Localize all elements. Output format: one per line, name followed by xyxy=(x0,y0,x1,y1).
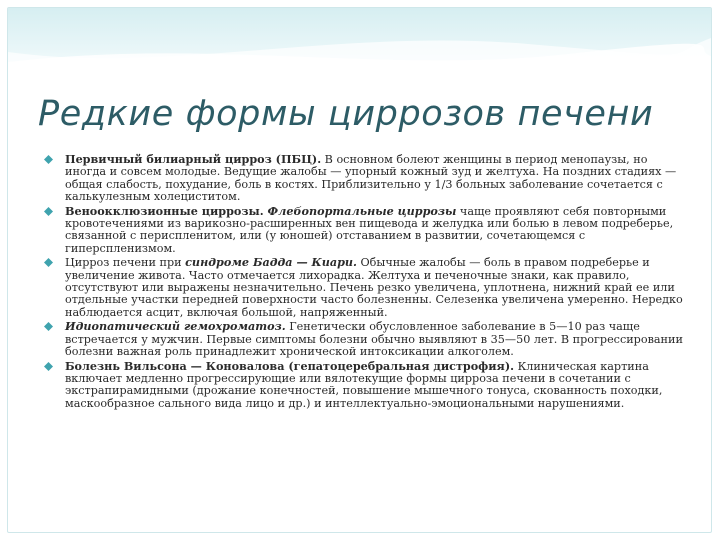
item-text: Обычные жалобы — боль в правом подреберье и увеличение живота. Часто отмечается лихорадка. Желтуха и печеночные знаки, как правило, отсутствуют или выражены незначительно. Печень резко увеличена, уплотнена, нижний край ее или отдельные участки передней поверхности часто болезненны. Селезенка увеличена умеренно. Нередко наблюдается асцит, включая большой, напряженный. xyxy=(65,256,683,319)
header-banner xyxy=(8,8,711,74)
item-heading: Первичный билиарный цирроз (ПБЦ). xyxy=(65,152,322,166)
bullet-diamond-icon xyxy=(44,322,53,331)
list-item xyxy=(42,256,684,318)
slide-title: Редкие формы циррозов печени xyxy=(38,94,654,134)
list-item xyxy=(42,205,684,255)
bullet-diamond-icon xyxy=(44,207,53,216)
item-prefix: Цирроз печени при xyxy=(65,256,186,270)
list-item xyxy=(42,153,684,203)
item-heading-italic: Идиопатический гемохроматоз. xyxy=(65,319,286,334)
item-text: В основном болеют женщины в период менопаузы, но иногда и совсем молодые. Ведущие жалобы — упорный кожный зуд и желтуха. На поздних стадиях — общая слабость, похудание, боль в костях. Приблизительно у 1/3 больных заболевание сочетается с калькулезным холециститом. xyxy=(65,153,677,203)
wave-decoration xyxy=(8,8,711,74)
bullet-diamond-icon xyxy=(44,258,53,267)
bullet-list xyxy=(42,153,684,411)
item-heading: Болезнь Вильсона — Коновалова (гепатоцеребральная дистрофия). xyxy=(65,358,515,373)
list-item xyxy=(42,320,684,358)
bullet-diamond-icon xyxy=(44,155,53,164)
item-text: чаще проявляют себя повторными кровотечениями из варикозно-расширенных вен пищевода и желудка или болью в левом подреберье, связанной с периспленитом, или (у юношей) отставанием в развитии, сочетающемся с гиперспленизмом. xyxy=(65,204,674,255)
item-text: Генетически обусловленное заболевание в 5—10 раз чаще встречается у мужчин. Первые симптомы болезни обычно выявляют в 35—50 лет. В прогрессировании болезни важная роль принадлежит хронической интоксикации алкоголем. xyxy=(65,320,683,358)
item-heading: Веноокклюзионные циррозы. xyxy=(65,203,264,218)
bullet-diamond-icon xyxy=(44,362,53,371)
item-heading-italic: Флебопортальные циррозы xyxy=(263,203,457,218)
list-item xyxy=(42,360,684,410)
item-heading-italic: синдроме Бадда — Киари. xyxy=(185,255,357,270)
item-text: Клиническая картина включает медленно прогрессирующие или вялотекущие формы цирроза печени в сочетании с экстрапирамидными (дрожание конечностей, повышение мышечного тонуса, скованность походки, маскообразное сального вида лицо и др.) и интеллектуально-эмоциональными нарушениями. xyxy=(65,359,663,410)
